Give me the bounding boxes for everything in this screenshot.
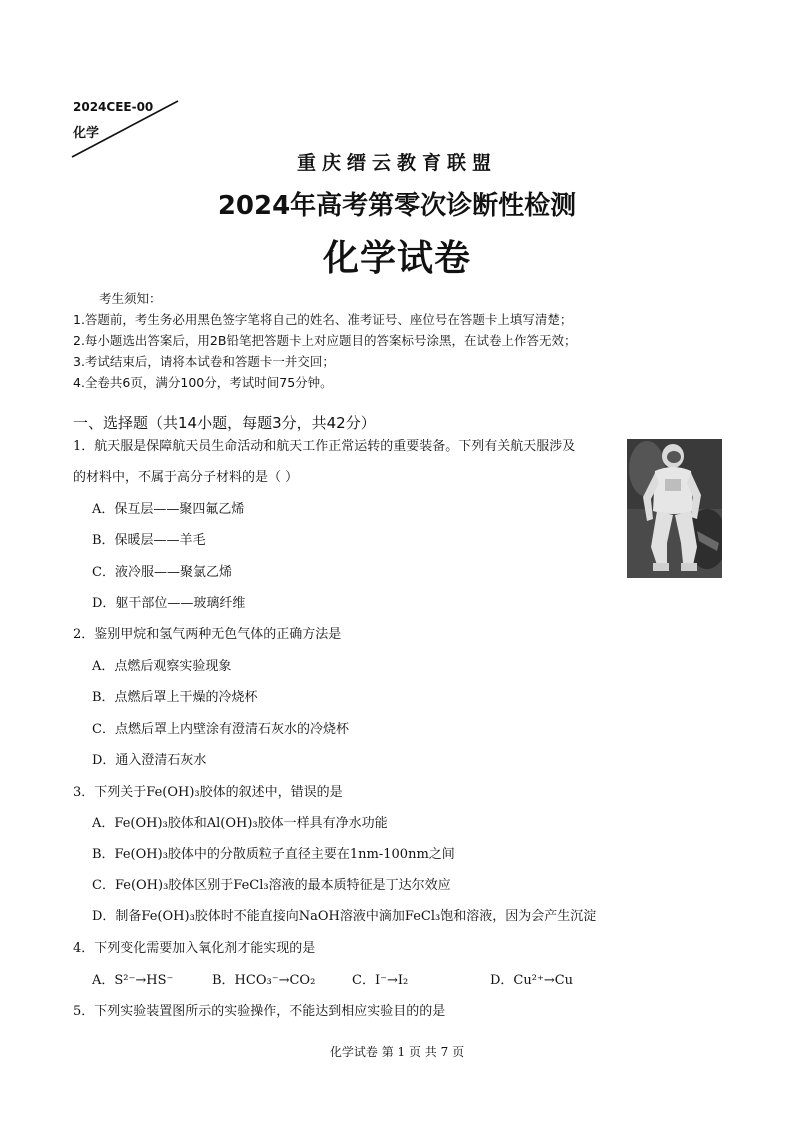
exam-code: 2024CEE-00: [73, 100, 154, 114]
astronaut-photo: [627, 439, 722, 578]
subject-label: 化学: [73, 126, 100, 141]
q1-option-d: D．躯干部位——玻璃纤维: [92, 596, 246, 611]
q2-option-d: D．通入澄清石灰水: [92, 753, 207, 768]
paper-title: 化学试卷: [322, 238, 471, 279]
q2-stem: 2．鉴别甲烷和氢气两种无色气体的正确方法是: [73, 627, 342, 642]
q4-stem: 4．下列变化需要加入氧化剂才能实现的是: [73, 941, 316, 956]
page-footer: 化学试卷 第 1 页 共 7 页: [329, 1045, 465, 1059]
q4-option-d: D．Cu²⁺→Cu: [490, 973, 574, 988]
notice-item: 3.考试结束后，请将本试卷和答题卡一并交回；: [73, 354, 335, 369]
q1-line1: 1．航天服是保障航天员生命活动和航天工作正常运转的重要装备。下列有关航天服涉及: [73, 439, 576, 454]
q4-option-c: C．I⁻→I₂: [352, 973, 409, 988]
q3-option-d: D．制备Fe(OH)₃胶体时不能直接向NaOH溶液中滴加FeCl₃饱和溶液，因为会产生沉淀: [92, 909, 597, 924]
notice-item: 2.每小题选出答案后，用2B铅笔把答题卡上对应题目的答案标号涂黑，在试卷上作答无效；: [73, 333, 577, 348]
notice-item: 1.答题前，考生务必用黑色签字笔将自己的姓名、准考证号、座位号在答题卡上填写清楚；: [73, 312, 573, 327]
candidate-notice: [73, 288, 576, 393]
q2-option-c: C．点燃后罩上内壁涂有澄清石灰水的冷烧杯: [92, 722, 349, 737]
organization-name: 重庆缙云教育联盟: [296, 152, 497, 174]
q1-line2: 的材料中，不属于高分子材料的是（ ）: [73, 470, 299, 485]
q4-option-b: B．HCO₃⁻→CO₂: [212, 973, 316, 988]
q1-option-c: C．液冷服——聚氯乙烯: [92, 565, 232, 580]
q1-option-a: A．保互层——聚四氟乙烯: [92, 502, 245, 517]
notice-item: 4.全卷共6页，满分100分，考试时间75分钟。: [73, 375, 333, 390]
section-title: 一、选择题（共14小题，每题3分，共42分）: [73, 414, 376, 432]
q3-option-a: A．Fe(OH)₃胶体和Al(OH)₃胶体一样具有净水功能: [92, 816, 388, 831]
q3-option-b: B．Fe(OH)₃胶体中的分散质粒子直径主要在1nm-100nm之间: [92, 847, 455, 862]
q4-option-a: A．S²⁻→HS⁻: [92, 973, 174, 988]
q2-option-a: A．点燃后观察实验现象: [92, 659, 232, 674]
q1-option-b: B．保暖层——羊毛: [92, 533, 206, 548]
q3-stem: 3．下列关于Fe(OH)₃胶体的叙述中，错误的是: [73, 785, 343, 800]
q2-option-b: B．点燃后罩上干燥的冷烧杯: [92, 690, 258, 705]
notice-heading: 考生须知：: [99, 291, 162, 306]
exam-title: 2024年高考第零次诊断性检测: [217, 191, 577, 221]
q5-stem: 5．下列实验装置图所示的实验操作，不能达到相应实验目的的是: [73, 1004, 446, 1019]
q3-option-c: C．Fe(OH)₃胶体区别于FeCl₃溶液的最本质特征是丁达尔效应: [92, 878, 451, 893]
